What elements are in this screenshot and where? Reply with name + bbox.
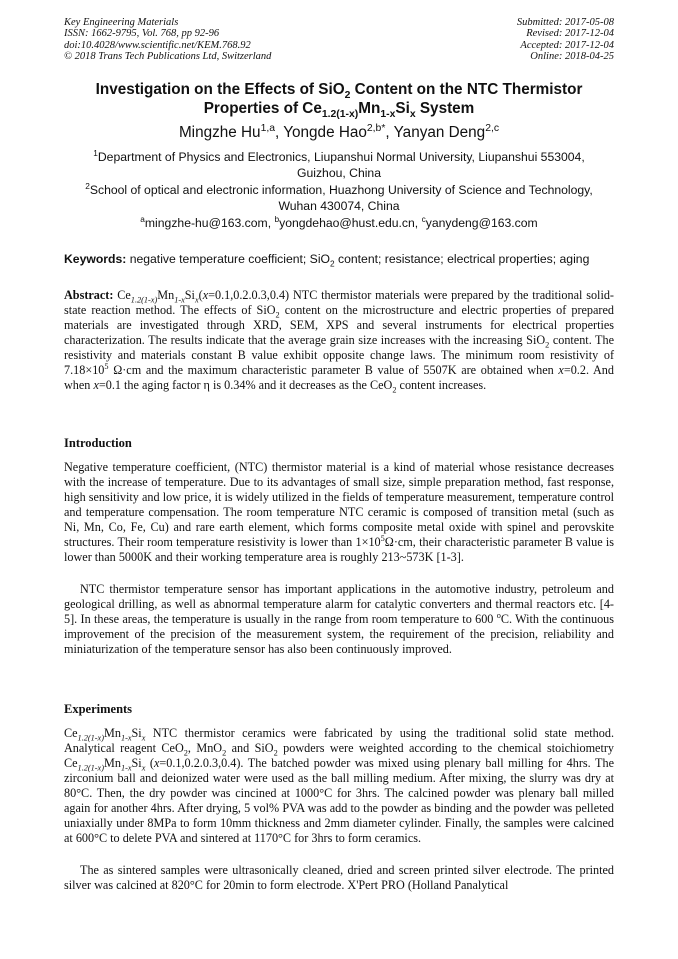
email-link[interactable]: yanydeng@163.com: [425, 216, 538, 230]
author-name: , Yanyan Deng: [385, 124, 486, 141]
date-online: Online: 2018-04-25: [530, 50, 614, 62]
date-revised: Revised: 2017-12-04: [526, 28, 614, 40]
author-name: , Yongde Hao: [275, 124, 367, 141]
affiliation-2: $^2$School of optical and electronic information, Huazhong University of Science and Technology, Wuhan 430074, China: [85, 180, 593, 213]
email-link[interactable]: mingzhe-hu@163.com,: [144, 216, 275, 230]
date-submitted: Submitted: 2017-05-08: [516, 17, 614, 28]
keywords: Keywords: negative temperature coefficient; SiO$_2$ content; resistance; electrical properties; aging: [64, 252, 590, 269]
introduction-paragraph-1: Negative temperature coefficient, (NTC) thermistor material is a kind of material whose resistance decreases with the increase of temperature. Due to its advantages of small size, simple preparation method, fast response, high sensitivity and low price, it is widely utilized in the fields of temperature measurement, temperature control and temperature compensation. The room temperature NTC ceramic is composed of transition metal (such as Ni, Mn, Co, Fe, Cu) and rare earth element, which forms composite metal oxide with spinel and perovskite structures. Their room temperature resistivity is lower than $1\times 10^5\Omega\cdot cm$, their characteristic parameter B value is lower than 5000K and their working temperature area is roughly 213~573K [1-3].: [64, 460, 614, 565]
journal-doi: doi:10.4028/www.scientific.net/KEM.768.92: [64, 39, 251, 51]
dates-header: [517, 17, 614, 62]
abstract-label: Abstract:: [64, 288, 114, 302]
journal-name: Key Engineering Materials: [64, 17, 179, 28]
author-emails: $^a$mingzhe-hu@163.com, $^b$yongdehao@hust.edu.cn, $^c$yanydeng@163.com: [140, 213, 538, 230]
section-heading-introduction: Introduction: [64, 436, 132, 450]
paper-title: [40, 80, 638, 121]
experiments-paragraph-2: The as sintered samples were ultrasonically cleaned, dried and screen printed silver electrode. The printed silver was calcined at 820°C for 20min to form electrode. X'Pert PRO (Holland Panalytical: [64, 863, 614, 893]
journal-header: [64, 17, 271, 62]
author-list: Mingzhe Hu$^{1,a}$, Yongde Hao$^{2,b*}$, Yanyan Deng$^{2,c}$: [178, 122, 500, 141]
experiments-paragraph-1: $Ce_{1.2(1-x)}Mn_{1-x}Si_x$ NTC thermistor ceramics were fabricated by using the traditional solid state method. Analytical reagent CeO$_2$, MnO$_2$ and SiO$_2$ powders were weighted according to the chemical stoichiometry $Ce_{1.2(1-x)}Mn_{1-x}Si_x$ (x=0.1,0.2.0.3,0.4). The batched powder was mixed using plenary ball milling for 4hrs. The zirconium ball and deionized water were used as the ball milling medium. After mixing, the slurry was dry at 80°C. Then, the dry powder was cincined at 1000°C for 3hrs. The calcined powder was plenary ball milled again for another 4hrs. After drying, 5 vol% PVA was add to the powder as binding and the powder was pelleted uniaxially under 8MPa to form 10mm thickness and 2mm diameter cylinder. Finally, the samples were calcined at 600°C to delete PVA and sintered at 1170°C for 3hrs to form ceramics.: [64, 726, 615, 846]
section-heading-experiments: Experiments: [64, 702, 133, 716]
affiliation-1: $^1$Department of Physics and Electronics, Liupanshui Normal University, Liupanshui 553004, Guizhou, China: [93, 147, 585, 180]
abstract: Abstract: $Ce_{1.2(1-x)}Mn_{1-x}Si_x(x=0.1,0.2.0.3,0.4)$ NTC thermistor materials were prepared by the traditional solid-state reaction method. The effects of SiO$_2$ content on the microstructure and electric properties of prepared materials are investigated through XRD, SEM, XPS and several instruments for electrical properties characterization. The results indicate that the average grain size increases with the increasing SiO$_2$ content. The resistivity and materials constant B value exhibit opposite change laws. The minimum room resistivity of $7.18\times 10^5$ Ω·cm and the maximum characteristic parameter B value of 5507K are obtained when x=0.2. And when x=0.1 the aging factor η is 0.34% and it decreases as the CeO$_2$ content increases.: [64, 288, 614, 395]
date-accepted: Accepted: 2017-12-04: [520, 39, 614, 51]
keywords-label: Keywords:: [64, 252, 127, 266]
introduction-paragraph-2: NTC thermistor temperature sensor has important applications in the automotive industry, petroleum and geological drilling, as well as abnormal temperature alarm for catalytic converters and thermal reactors etc. [4-5]. In these areas, the temperature is usually in the range from room temperature to 600 $^o$C. With the continuous improvement of the precision of the measurement system, the requirement of the precision, reliability and miniaturization of the temperature sensor has also been continuously improved.: [64, 582, 614, 657]
journal-copyright: © 2018 Trans Tech Publications Ltd, Switzerland: [64, 50, 272, 62]
title-line-1: Investigation on the Effects of SiO$_2$ Content on the NTC Thermistor: [95, 81, 583, 102]
author-name: Mingzhe Hu: [178, 124, 261, 141]
journal-issn: ISSN: 1662-9795, Vol. 768, pp 92-96: [64, 28, 220, 40]
title-line-2: Properties of $Ce_{1.2(1-x)}Mn_{1-x}Si_x$ System: [203, 100, 475, 121]
email-link[interactable]: yongdehao@hust.edu.cn,: [279, 216, 422, 230]
